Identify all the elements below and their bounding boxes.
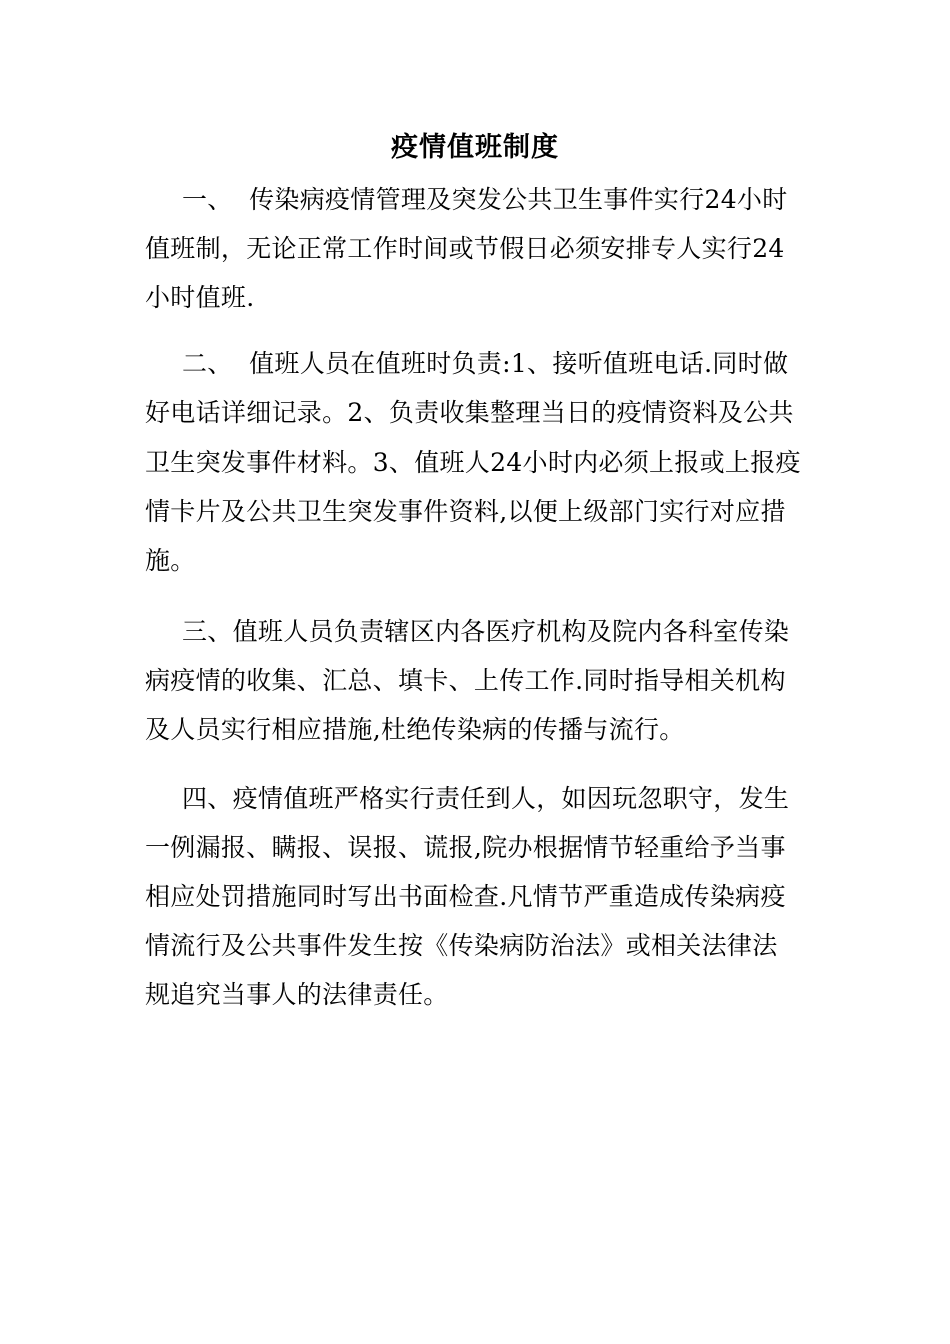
paragraph-line: 小时值班.	[145, 283, 255, 312]
paragraph-line: 二、 值班人员在值班时负责:1、接听值班电话.同时做	[182, 349, 789, 378]
paragraph-line: 三、值班人员负责辖区内各医疗机构及院内各科室传染	[182, 617, 790, 646]
paragraph-line: 相应处罚措施同时写出书面检查.凡情节严重造成传染病疫	[145, 882, 786, 911]
paragraph-line: 卫生突发事件材料。3、值班人24小时内必须上报或上报疫	[145, 448, 801, 477]
paragraph-line: 施。	[145, 546, 196, 575]
paragraph-line: 及人员实行相应措施,杜绝传染病的传播与流行。	[145, 715, 685, 744]
paragraph-line: 一例漏报、瞒报、误报、谎报,院办根据情节轻重给予当事	[145, 833, 786, 862]
paragraph-line: 规追究当事人的法律责任。	[145, 980, 449, 1009]
paragraph-line: 一、 传染病疫情管理及突发公共卫生事件实行24小时	[182, 185, 788, 214]
paragraph-line: 情流行及公共事件发生按《传染病防治法》或相关法律法	[145, 931, 778, 960]
paragraph-line: 四、疫情值班严格实行责任到人，如因玩忽职守，发生	[182, 784, 790, 813]
paragraph-line: 值班制，无论正常工作时间或节假日必须安排专人实行24	[145, 234, 785, 263]
paragraph-line: 好电话详细记录。2、负责收集整理当日的疫情资料及公共	[145, 398, 794, 427]
paragraph-line: 情卡片及公共卫生突发事件资料,以便上级部门实行对应措	[145, 497, 786, 526]
paragraph-line: 病疫情的收集、汇总、填卡、上传工作.同时指导相关机构	[145, 666, 786, 695]
document-title: 疫情值班制度	[391, 132, 559, 163]
